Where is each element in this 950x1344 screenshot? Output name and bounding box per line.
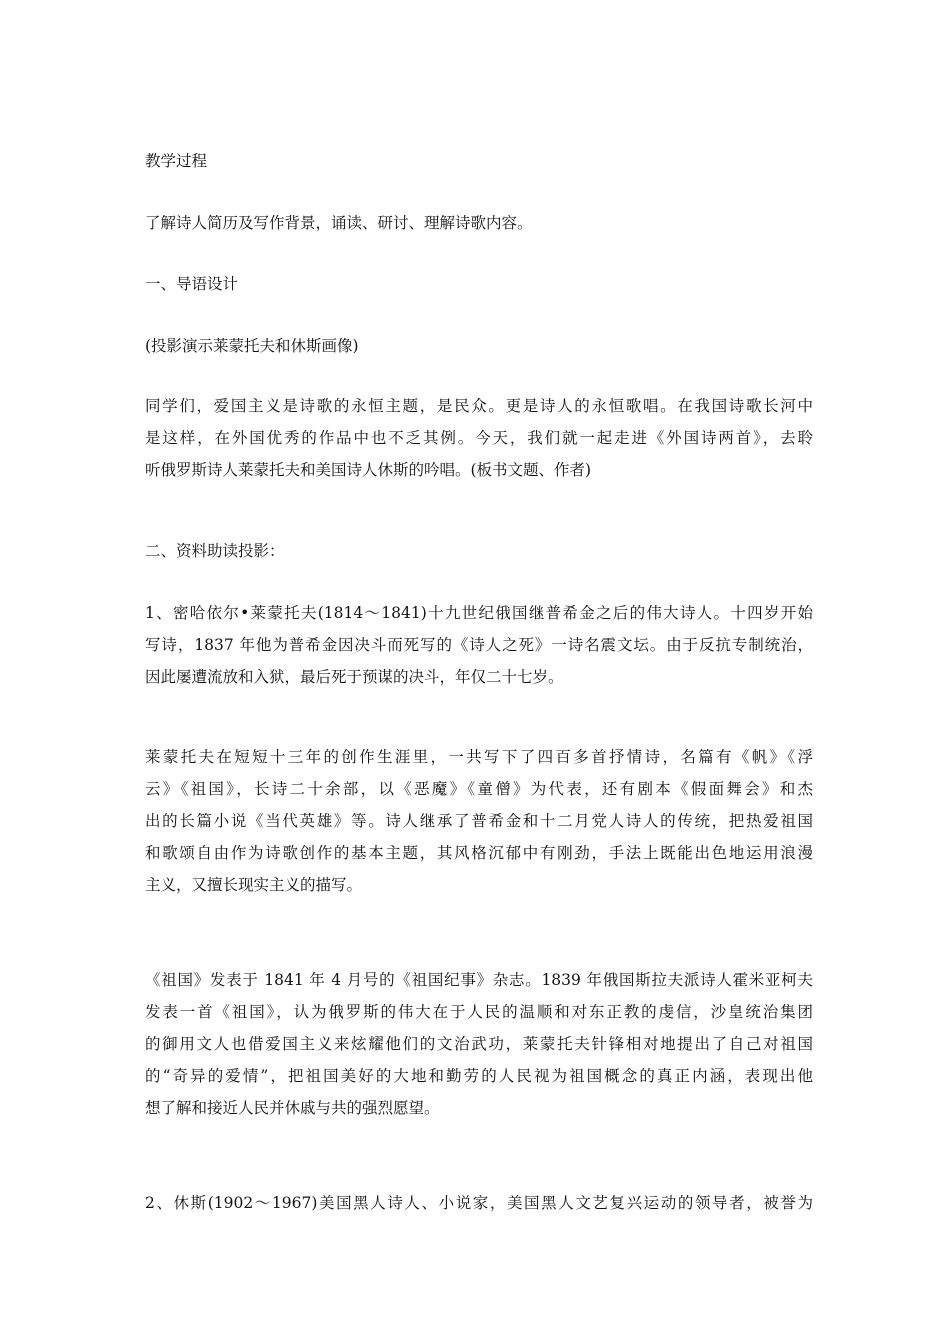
- projection-note: [145, 330, 813, 362]
- heading-text: 教学过程: [145, 152, 208, 170]
- intro-paragraph: [145, 390, 813, 486]
- lermontov-bio-line: 写诗，1837 年他为普希金因决斗而死写的《诗人之死》一诗名震文坛。由于反抗专制统治，: [145, 636, 813, 654]
- motherland-line: 的御用文人也借爱国主义来炫耀他们的文治武功，莱蒙托夫针锋相对地提出了自己对祖国: [145, 1035, 813, 1053]
- intro-line: 是这样，在外国优秀的作品中也不乏其例。今天，我们就一起走进《外国诗两首》，去聆: [145, 429, 813, 447]
- works-line: 出的长篇小说《当代英雄》等。诗人继承了普希金和十二月党人诗人的传统，把热爱祖国: [145, 812, 813, 830]
- intro-line: 听俄罗斯诗人莱蒙托夫和美国诗人休斯的吟唱。(板书文题、作者): [145, 461, 592, 479]
- works-line: 云》《祖国》，长诗二十余部，以《恶魔》《童僧》为代表，还有剧本《假面舞会》和杰: [145, 780, 813, 798]
- lermontov-bio-line: 因此屡遭流放和入狱，最后死于预谋的决斗，年仅二十七岁。: [145, 668, 564, 686]
- lermontov-bio-paragraph: [145, 597, 813, 693]
- section-1-title: [145, 268, 813, 300]
- motherland-line: 的“奇异的爱情”，把祖国美好的大地和勤劳的人民视为祖国概念的真正内涵，表现出他: [145, 1067, 813, 1085]
- objective-text: 了解诗人简历及写作背景，诵读、研讨、理解诗歌内容。: [145, 214, 533, 232]
- works-line: 莱蒙托夫在短短十三年的创作生涯里，一共写下了四百多首抒情诗，名篇有《帆》《浮: [145, 748, 813, 766]
- motherland-line: 想了解和接近人民并休戚与共的强烈愿望。: [145, 1099, 440, 1117]
- works-line: 主义，又擅长现实主义的描写。: [145, 876, 363, 894]
- hughes-bio-line: 2、休斯(1902～1967)美国黑人诗人、小说家，美国黑人文艺复兴运动的领导者，被誉为: [145, 1194, 813, 1212]
- motherland-line: 《祖国》发表于 1841 年 4 月号的《祖国纪事》杂志。1839 年俄国斯拉夫派诗人霍米亚柯夫: [145, 971, 813, 989]
- projection-note-text: (投影演示莱蒙托夫和休斯画像): [145, 337, 359, 355]
- section-2-title: [145, 535, 813, 567]
- objective-paragraph: [145, 207, 813, 239]
- motherland-line: 发表一首《祖国》，认为俄罗斯的伟大在于人民的温顺和对东正教的虔信，沙皇统治集团: [145, 1003, 813, 1021]
- page-heading: [145, 145, 813, 177]
- lermontov-works-paragraph: [145, 741, 813, 901]
- section-1-title-text: 一、导语设计: [145, 275, 239, 293]
- works-line: 和歌颂自由作为诗歌创作的基本主题，其风格沉郁中有刚劲，手法上既能出色地运用浪漫: [145, 844, 813, 862]
- intro-line: 同学们，爱国主义是诗歌的永恒主题，是民众。更是诗人的永恒歌唱。在我国诗歌长河中: [145, 397, 813, 415]
- section-2-title-text: 二、资料助读投影：: [145, 542, 285, 560]
- motherland-paragraph: [145, 964, 813, 1124]
- lermontov-bio-line: 1、密哈依尔•莱蒙托夫(1814～1841)十九世纪俄国继普希金之后的伟大诗人。十四岁开始: [145, 604, 813, 622]
- hughes-bio-paragraph: [145, 1187, 813, 1219]
